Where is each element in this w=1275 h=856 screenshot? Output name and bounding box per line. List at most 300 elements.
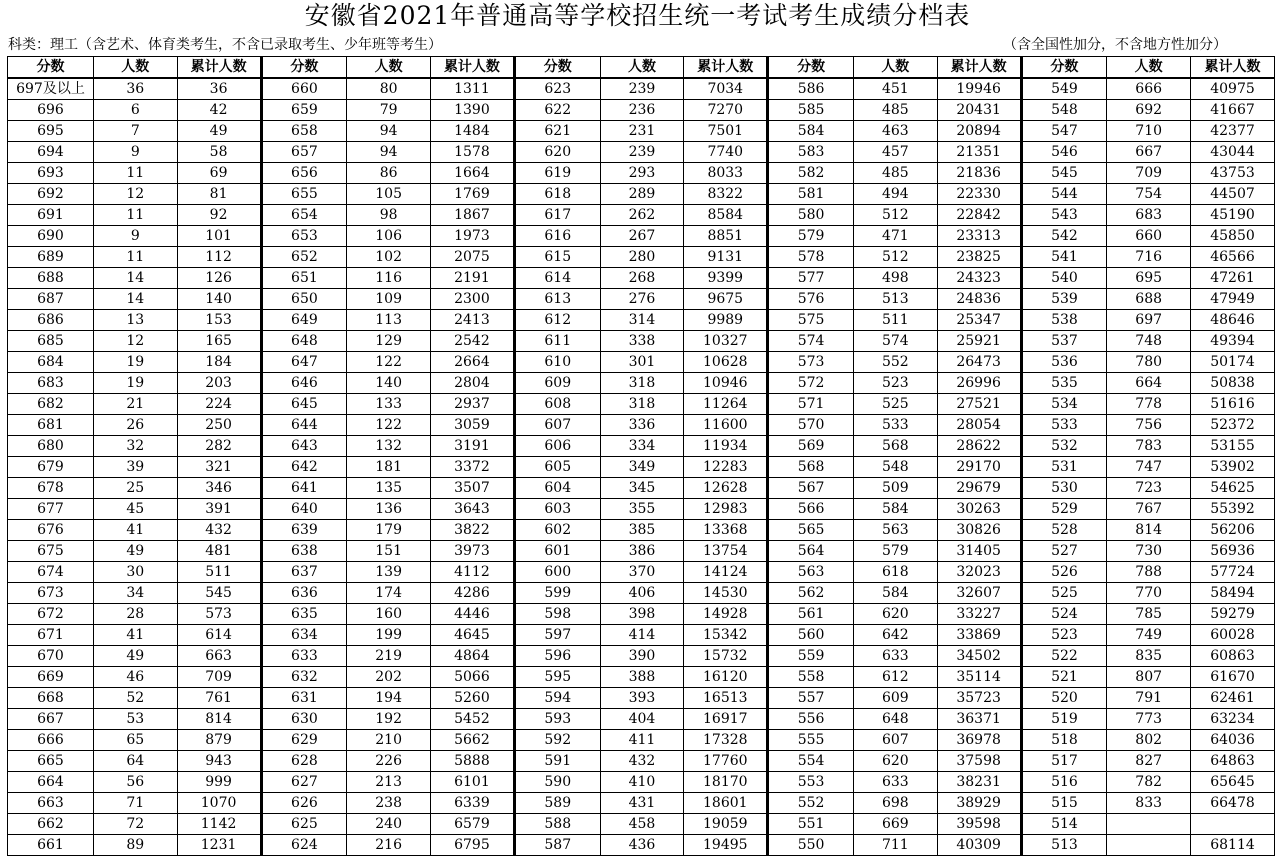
count-cell: 692 [1107,100,1191,121]
column-header: 人数 [93,57,177,79]
cumulative-cell: 614 [177,625,261,646]
score-cell: 610 [514,352,600,373]
count-cell: 338 [600,331,684,352]
score-cell: 590 [514,772,600,793]
cumulative-cell: 21351 [937,142,1021,163]
score-cell: 526 [1021,562,1107,583]
count-cell: 512 [853,205,937,226]
count-cell: 41 [93,520,177,541]
cumulative-cell: 16120 [684,667,768,688]
cumulative-cell: 3191 [431,436,515,457]
score-cell: 595 [514,667,600,688]
cumulative-cell: 26996 [937,373,1021,394]
score-cell: 670 [8,646,94,667]
count-cell: 34 [93,583,177,604]
cumulative-cell: 11934 [684,436,768,457]
cumulative-cell: 7270 [684,100,768,121]
score-cell: 688 [8,268,94,289]
count-cell: 267 [600,226,684,247]
table-row [8,289,1275,310]
score-cell: 569 [768,436,854,457]
cumulative-cell: 23825 [937,247,1021,268]
cumulative-cell: 2075 [431,247,515,268]
count-cell: 25 [93,478,177,499]
count-cell: 584 [853,583,937,604]
count-cell: 432 [600,751,684,772]
score-cell: 615 [514,247,600,268]
cumulative-cell: 11264 [684,394,768,415]
table-row [8,100,1275,121]
count-cell: 711 [853,835,937,856]
score-cell: 571 [768,394,854,415]
count-cell: 11 [93,205,177,226]
score-cell: 624 [261,835,347,856]
count-cell: 94 [347,121,431,142]
cumulative-cell: 56936 [1191,541,1275,562]
count-cell: 11 [93,247,177,268]
table-row [8,541,1275,562]
score-cell: 528 [1021,520,1107,541]
count-cell: 697 [1107,310,1191,331]
count-cell: 135 [347,478,431,499]
count-cell: 46 [93,667,177,688]
cumulative-cell: 999 [177,772,261,793]
score-cell: 645 [261,394,347,415]
count-cell: 334 [600,436,684,457]
score-cell: 582 [768,163,854,184]
score-cell: 514 [1021,814,1107,835]
count-cell: 14 [93,289,177,310]
cumulative-cell: 38231 [937,772,1021,793]
score-cell: 577 [768,268,854,289]
cumulative-cell: 4645 [431,625,515,646]
cumulative-cell: 58 [177,142,261,163]
table-row [8,751,1275,772]
cumulative-cell: 22842 [937,205,1021,226]
score-table [7,56,1275,856]
cumulative-cell: 39598 [937,814,1021,835]
count-cell: 122 [347,415,431,436]
cumulative-cell: 52372 [1191,415,1275,436]
cumulative-cell: 663 [177,646,261,667]
cumulative-cell: 4112 [431,562,515,583]
cumulative-cell: 50174 [1191,352,1275,373]
column-header: 分数 [1021,57,1107,79]
score-cell: 552 [768,793,854,814]
score-cell: 559 [768,646,854,667]
count-cell: 568 [853,436,937,457]
table-row [8,205,1275,226]
table-row [8,646,1275,667]
cumulative-cell: 15732 [684,646,768,667]
cumulative-cell: 36 [177,78,261,100]
cumulative-cell: 184 [177,352,261,373]
score-cell: 579 [768,226,854,247]
cumulative-cell: 40975 [1191,78,1275,100]
score-cell: 557 [768,688,854,709]
score-cell: 618 [514,184,600,205]
count-cell: 12 [93,331,177,352]
count-cell: 192 [347,709,431,730]
score-cell: 592 [514,730,600,751]
score-cell: 561 [768,604,854,625]
count-cell: 102 [347,247,431,268]
score-cell: 662 [8,814,94,835]
score-cell: 554 [768,751,854,772]
score-cell: 545 [1021,163,1107,184]
count-cell: 688 [1107,289,1191,310]
count-cell: 620 [853,751,937,772]
count-cell: 584 [853,499,937,520]
cumulative-cell: 7034 [684,78,768,100]
score-cell: 548 [1021,100,1107,121]
count-cell: 620 [853,604,937,625]
count-cell: 494 [853,184,937,205]
cumulative-cell: 57724 [1191,562,1275,583]
count-cell: 513 [853,289,937,310]
score-cell: 677 [8,499,94,520]
score-cell: 530 [1021,478,1107,499]
score-cell: 531 [1021,457,1107,478]
score-cell: 679 [8,457,94,478]
score-cell: 636 [261,583,347,604]
score-cell: 674 [8,562,94,583]
subject-category: 科类：理工（含艺术、体育类考生，不含已录取考生、少年班等考生） [8,37,442,53]
score-cell: 653 [261,226,347,247]
score-cell: 651 [261,268,347,289]
table-row [8,478,1275,499]
count-cell: 199 [347,625,431,646]
count-cell: 782 [1107,772,1191,793]
count-cell: 451 [853,78,937,100]
cumulative-cell: 43753 [1191,163,1275,184]
score-cell: 644 [261,415,347,436]
count-cell: 827 [1107,751,1191,772]
count-cell: 618 [853,562,937,583]
table-row [8,436,1275,457]
score-cell: 591 [514,751,600,772]
score-cell: 676 [8,520,94,541]
count-cell: 509 [853,478,937,499]
count-cell: 660 [1107,226,1191,247]
count-cell: 756 [1107,415,1191,436]
score-cell: 640 [261,499,347,520]
count-cell: 802 [1107,730,1191,751]
cumulative-cell: 1664 [431,163,515,184]
count-cell: 778 [1107,394,1191,415]
count-cell: 194 [347,688,431,709]
count-cell [1107,814,1191,835]
score-cell: 547 [1021,121,1107,142]
count-cell: 669 [853,814,937,835]
count-cell: 385 [600,520,684,541]
count-cell: 52 [93,688,177,709]
cumulative-cell: 1484 [431,121,515,142]
count-cell: 72 [93,814,177,835]
cumulative-cell: 30826 [937,520,1021,541]
cumulative-cell: 31405 [937,541,1021,562]
cumulative-cell: 66478 [1191,793,1275,814]
score-cell: 627 [261,772,347,793]
count-cell: 533 [853,415,937,436]
table-row [8,331,1275,352]
cumulative-cell: 3372 [431,457,515,478]
count-cell: 179 [347,520,431,541]
score-cell: 560 [768,625,854,646]
cumulative-cell: 943 [177,751,261,772]
score-cell: 519 [1021,709,1107,730]
count-cell: 683 [1107,205,1191,226]
count-cell: 835 [1107,646,1191,667]
cumulative-cell: 573 [177,604,261,625]
count-cell: 747 [1107,457,1191,478]
score-cell: 601 [514,541,600,562]
table-row [8,793,1275,814]
count-cell: 6 [93,100,177,121]
count-cell: 511 [853,310,937,331]
cumulative-cell [1191,814,1275,835]
count-cell: 552 [853,352,937,373]
score-cell: 691 [8,205,94,226]
count-cell: 525 [853,394,937,415]
table-row [8,163,1275,184]
score-cell: 657 [261,142,347,163]
count-cell: 105 [347,184,431,205]
score-cell: 669 [8,667,94,688]
score-cell: 596 [514,646,600,667]
score-cell: 658 [261,121,347,142]
count-cell: 667 [1107,142,1191,163]
cumulative-cell: 23313 [937,226,1021,247]
score-cell: 681 [8,415,94,436]
cumulative-cell: 36371 [937,709,1021,730]
cumulative-cell: 761 [177,688,261,709]
table-row [8,142,1275,163]
cumulative-cell: 8851 [684,226,768,247]
score-cell: 537 [1021,331,1107,352]
count-cell: 648 [853,709,937,730]
score-cell: 617 [514,205,600,226]
score-cell: 551 [768,814,854,835]
cumulative-cell: 64036 [1191,730,1275,751]
count-cell: 355 [600,499,684,520]
cumulative-cell: 25921 [937,331,1021,352]
cumulative-cell: 45190 [1191,205,1275,226]
cumulative-cell: 101 [177,226,261,247]
column-header: 人数 [1107,57,1191,79]
count-cell: 210 [347,730,431,751]
count-cell: 106 [347,226,431,247]
table-row [8,835,1275,856]
score-cell: 566 [768,499,854,520]
table-row [8,415,1275,436]
count-cell: 9 [93,226,177,247]
cumulative-cell: 49 [177,121,261,142]
count-cell: 642 [853,625,937,646]
cumulative-cell: 24323 [937,268,1021,289]
count-cell: 19 [93,373,177,394]
cumulative-cell: 28054 [937,415,1021,436]
cumulative-cell: 22330 [937,184,1021,205]
table-row [8,667,1275,688]
score-cell: 693 [8,163,94,184]
cumulative-cell: 6101 [431,772,515,793]
count-cell: 202 [347,667,431,688]
cumulative-cell: 35114 [937,667,1021,688]
cumulative-cell: 14928 [684,604,768,625]
score-cell: 683 [8,373,94,394]
count-cell: 139 [347,562,431,583]
count-cell: 788 [1107,562,1191,583]
table-row [8,709,1275,730]
cumulative-cell: 346 [177,478,261,499]
score-cell: 667 [8,709,94,730]
table-row [8,730,1275,751]
score-cell: 576 [768,289,854,310]
score-cell: 587 [514,835,600,856]
cumulative-cell: 14124 [684,562,768,583]
score-cell: 583 [768,142,854,163]
count-cell: 393 [600,688,684,709]
count-cell: 749 [1107,625,1191,646]
cumulative-cell: 29679 [937,478,1021,499]
cumulative-cell: 250 [177,415,261,436]
score-cell: 602 [514,520,600,541]
count-cell: 49 [93,646,177,667]
score-cell: 581 [768,184,854,205]
cumulative-cell: 32023 [937,562,1021,583]
score-cell: 646 [261,373,347,394]
count-cell: 174 [347,583,431,604]
count-cell: 19 [93,352,177,373]
cumulative-cell: 33869 [937,625,1021,646]
cumulative-cell: 2191 [431,268,515,289]
count-cell: 231 [600,121,684,142]
score-cell: 529 [1021,499,1107,520]
cumulative-cell: 68114 [1191,835,1275,856]
cumulative-cell: 60863 [1191,646,1275,667]
column-header: 累计人数 [937,57,1021,79]
score-cell: 518 [1021,730,1107,751]
count-cell: 122 [347,352,431,373]
score-cell: 555 [768,730,854,751]
count-cell: 574 [853,331,937,352]
count-cell: 612 [853,667,937,688]
score-cell: 687 [8,289,94,310]
cumulative-cell: 13368 [684,520,768,541]
count-cell: 12 [93,184,177,205]
bonus-note: （含全国性加分，不含地方性加分） [1003,37,1227,53]
count-cell: 318 [600,373,684,394]
score-cell: 638 [261,541,347,562]
score-cell: 607 [514,415,600,436]
count-cell: 262 [600,205,684,226]
column-header: 累计人数 [1191,57,1275,79]
score-cell: 639 [261,520,347,541]
cumulative-cell: 19946 [937,78,1021,100]
count-cell: 49 [93,541,177,562]
count-cell [1107,835,1191,856]
cumulative-cell: 1070 [177,793,261,814]
cumulative-cell: 10327 [684,331,768,352]
score-cell: 611 [514,331,600,352]
cumulative-cell: 42 [177,100,261,121]
cumulative-cell: 29170 [937,457,1021,478]
cumulative-cell: 59279 [1191,604,1275,625]
table-row [8,457,1275,478]
score-cell: 516 [1021,772,1107,793]
count-cell: 780 [1107,352,1191,373]
count-cell: 14 [93,268,177,289]
count-cell: 293 [600,163,684,184]
cumulative-cell: 24836 [937,289,1021,310]
score-cell: 517 [1021,751,1107,772]
count-cell: 7 [93,121,177,142]
count-cell: 11 [93,163,177,184]
score-cell: 574 [768,331,854,352]
count-cell: 404 [600,709,684,730]
cumulative-cell: 1867 [431,205,515,226]
cumulative-cell: 6339 [431,793,515,814]
score-cell: 535 [1021,373,1107,394]
cumulative-cell: 63234 [1191,709,1275,730]
count-cell: 807 [1107,667,1191,688]
table-row [8,226,1275,247]
count-cell: 238 [347,793,431,814]
score-cell: 523 [1021,625,1107,646]
count-cell: 791 [1107,688,1191,709]
cumulative-cell: 40309 [937,835,1021,856]
cumulative-cell: 21836 [937,163,1021,184]
cumulative-cell: 5452 [431,709,515,730]
score-cell: 536 [1021,352,1107,373]
column-header: 累计人数 [431,57,515,79]
count-cell: 345 [600,478,684,499]
cumulative-cell: 432 [177,520,261,541]
score-cell: 589 [514,793,600,814]
count-cell: 773 [1107,709,1191,730]
count-cell: 390 [600,646,684,667]
score-cell: 580 [768,205,854,226]
cumulative-cell: 28622 [937,436,1021,457]
column-header: 累计人数 [177,57,261,79]
cumulative-cell: 203 [177,373,261,394]
score-cell: 616 [514,226,600,247]
count-cell: 116 [347,268,431,289]
count-cell: 710 [1107,121,1191,142]
count-cell: 289 [600,184,684,205]
score-cell: 661 [8,835,94,856]
cumulative-cell: 814 [177,709,261,730]
count-cell: 748 [1107,331,1191,352]
count-cell: 709 [1107,163,1191,184]
count-cell: 65 [93,730,177,751]
column-header: 人数 [600,57,684,79]
column-header: 分数 [768,57,854,79]
count-cell: 783 [1107,436,1191,457]
count-cell: 410 [600,772,684,793]
count-cell: 181 [347,457,431,478]
count-cell: 113 [347,310,431,331]
count-cell: 336 [600,415,684,436]
cumulative-cell: 165 [177,331,261,352]
count-cell: 730 [1107,541,1191,562]
cumulative-cell: 481 [177,541,261,562]
score-cell: 648 [261,331,347,352]
score-cell: 549 [1021,78,1107,100]
score-cell: 629 [261,730,347,751]
table-row [8,268,1275,289]
